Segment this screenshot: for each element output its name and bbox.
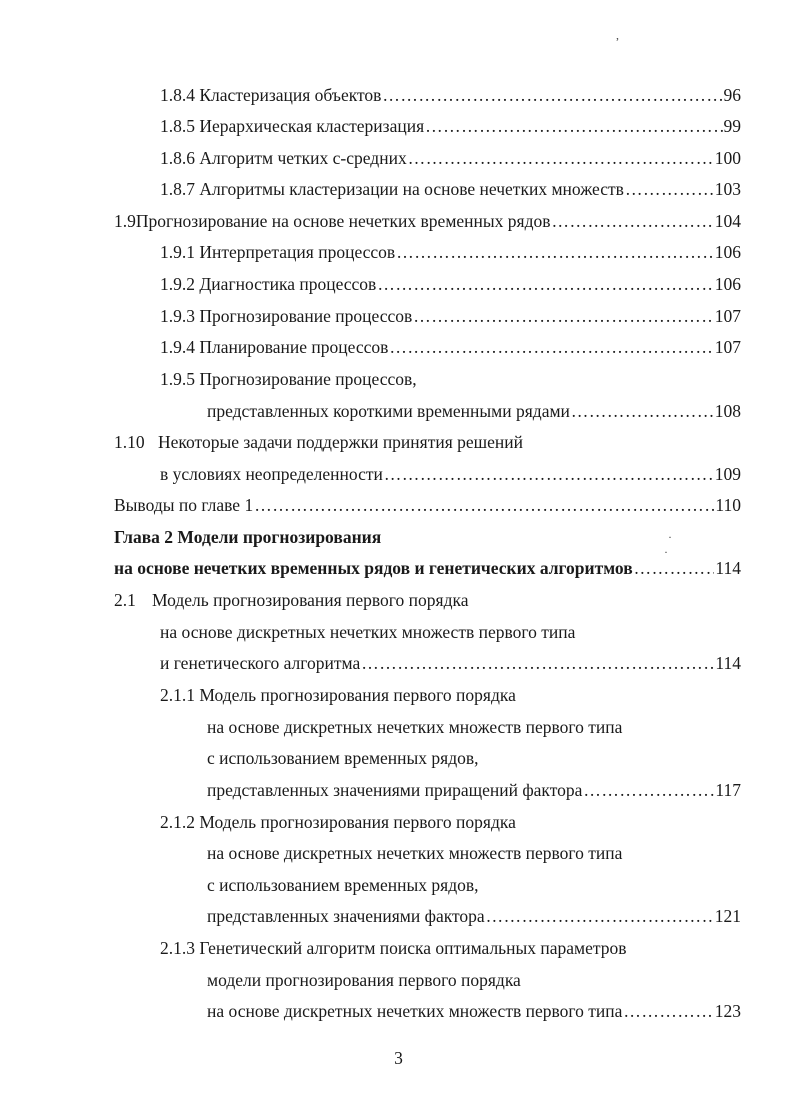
toc-entry-continuation[interactable]: [207, 967, 521, 993]
toc-entry-title: Алгоритмы кластеризации на основе нечетких множеств: [199, 179, 624, 199]
toc-entry-continuation[interactable]: [207, 714, 622, 740]
toc-entry-number: 2.1: [114, 590, 136, 610]
toc-entry-title: на основе дискретных нечетких множеств первого типа: [207, 843, 623, 863]
dot-leader: [382, 82, 722, 108]
dot-leader: [623, 998, 713, 1024]
toc-entry[interactable]: [114, 492, 741, 518]
toc-entry-number: 1.9.4: [160, 337, 195, 357]
toc-entry-number: 1.8.5: [160, 116, 195, 136]
toc-entry-page: 107: [714, 306, 741, 326]
toc-entry-title: представленных короткими временными рядами: [207, 401, 570, 421]
toc-entry-title: и генетического алгоритма: [160, 653, 361, 673]
dot-leader: [396, 239, 714, 265]
toc-entry-page: 121: [714, 906, 741, 926]
dot-leader: [413, 303, 714, 329]
toc-entry[interactable]: [160, 239, 741, 265]
toc-entry-number: 1.9.3: [160, 306, 195, 326]
toc-entry[interactable]: [114, 208, 741, 234]
dot-leader: [377, 271, 713, 297]
toc-entry-page: 109: [714, 464, 741, 484]
toc-entry-number: 2.1.1: [160, 685, 195, 705]
toc-entry-page: 107: [714, 337, 741, 357]
toc-entry-number: 1.9: [114, 211, 136, 231]
toc-entry-page: 96: [723, 85, 741, 105]
toc-entry-number: 1.9.2: [160, 274, 195, 294]
toc-entry[interactable]: [160, 303, 741, 329]
toc-entry-number: 2.1.3: [160, 938, 195, 958]
toc-entry-title: Прогнозирование процессов,: [199, 369, 417, 389]
dot-leader: [384, 461, 714, 487]
toc-entry-title: Диагностика процессов: [199, 274, 377, 294]
toc-entry-continuation[interactable]: [160, 619, 575, 645]
toc-entry[interactable]: [114, 587, 469, 613]
toc-entry-title: Некоторые задачи поддержки принятия решений: [158, 432, 524, 452]
toc-entry[interactable]: [160, 82, 741, 108]
toc-entry-page: 114: [715, 558, 741, 578]
toc-entry[interactable]: [160, 271, 741, 297]
toc-entry[interactable]: [160, 176, 741, 202]
toc-entry[interactable]: [160, 809, 516, 835]
dot-leader: [571, 398, 714, 424]
toc-entry-title: Модель прогнозирования первого порядка: [152, 590, 469, 610]
scan-mark-icon: ·: [668, 530, 672, 544]
toc-entry-continuation[interactable]: [207, 840, 622, 866]
toc-entry-number: 1.10: [114, 432, 145, 452]
toc-chapter-heading-continuation[interactable]: [114, 555, 741, 581]
toc-entry-page: 106: [714, 242, 741, 262]
toc-entry-page: 117: [715, 780, 741, 800]
dot-leader: [361, 650, 714, 676]
toc-entry-title: в условиях неопределенности: [160, 464, 383, 484]
toc-entry-title: Модель прогнозирования первого порядка: [199, 812, 516, 832]
toc-entry-title: представленных значениями приращений фактора: [207, 780, 583, 800]
toc-entry-page: 100: [714, 148, 741, 168]
toc-chapter-heading[interactable]: [114, 524, 381, 550]
dot-leader: [389, 334, 713, 360]
toc-entry-title: Иерархическая кластеризация: [199, 116, 425, 136]
toc-entry-title: Прогнозирование на основе нечетких временных рядов: [135, 211, 551, 231]
toc-entry-title: Алгоритм четких c-средних: [199, 148, 407, 168]
toc-entry[interactable]: [160, 682, 516, 708]
dot-leader: [408, 145, 714, 171]
toc-entry-continuation[interactable]: [207, 745, 479, 771]
toc-entry-continuation[interactable]: [207, 872, 479, 898]
dot-leader: [583, 777, 714, 803]
toc-entry[interactable]: [160, 113, 741, 139]
toc-entry-title: Модель прогнозирования первого порядка: [199, 685, 516, 705]
toc-entry[interactable]: [160, 334, 741, 360]
dot-leader: [254, 492, 714, 518]
toc-entry-page: 110: [715, 495, 741, 515]
toc-entry-title: на основе дискретных нечетких множеств первого типа: [207, 717, 623, 737]
toc-entry-title: Кластеризация объектов: [199, 85, 382, 105]
toc-entry-title: Генетический алгоритм поиска оптимальных параметров: [199, 938, 627, 958]
toc-entry-title: на основе дискретных нечетких множеств первого типа: [207, 1001, 623, 1021]
toc-entry-page: 104: [714, 211, 741, 231]
toc-entry-page: 123: [714, 1001, 741, 1021]
dot-leader: [486, 903, 714, 929]
toc-entry-title: представленных значениями фактора: [207, 906, 485, 926]
toc-entry-title: модели прогнозирования первого порядка: [207, 970, 521, 990]
toc-chapter-title: Глава 2 Модели прогнозирования: [114, 527, 382, 547]
toc-entry-continuation[interactable]: [207, 777, 741, 803]
scan-mark-icon: ·: [664, 545, 668, 559]
toc-entry-page: 114: [715, 653, 741, 673]
toc-entry-title: Интерпретация процессов: [199, 242, 396, 262]
toc-entry-title: Планирование процессов: [199, 337, 389, 357]
toc-entry-page: 108: [714, 401, 741, 421]
toc-entry-title: Прогнозирование процессов: [199, 306, 413, 326]
toc-entry-number: 1.8.7: [160, 179, 195, 199]
toc-entry-number: 1.9.1: [160, 242, 195, 262]
toc-entry-continuation[interactable]: [207, 903, 741, 929]
toc-entry-number: 1.8.4: [160, 85, 195, 105]
toc-chapter-title: на основе нечетких временных рядов и генетических алгоритмов: [114, 558, 633, 578]
toc-entry[interactable]: [114, 429, 523, 455]
toc-entry-continuation[interactable]: [160, 461, 741, 487]
toc-entry[interactable]: [160, 366, 417, 392]
toc-entry-title: с использованием временных рядов,: [207, 748, 479, 768]
toc-entry-page: 103: [714, 179, 741, 199]
toc-entry-continuation[interactable]: [207, 998, 741, 1024]
toc-entry-continuation[interactable]: [207, 398, 741, 424]
dot-leader: [625, 176, 714, 202]
dot-leader: [634, 555, 715, 581]
toc-entry-page: 99: [723, 116, 741, 136]
toc-entry-title: Выводы по главе 1: [114, 495, 254, 515]
toc-entry[interactable]: [160, 935, 627, 961]
dot-leader: [552, 208, 714, 234]
toc-entry[interactable]: [160, 145, 741, 171]
scan-mark-icon: ,: [616, 28, 619, 42]
page-number: 3: [394, 1048, 403, 1068]
toc-entry-number: 2.1.2: [160, 812, 195, 832]
toc-entry-page: 106: [714, 274, 741, 294]
toc-entry-number: 1.9.5: [160, 369, 195, 389]
toc-entry-number: 1.8.6: [160, 148, 195, 168]
toc-entry-title: с использованием временных рядов,: [207, 875, 479, 895]
dot-leader: [425, 113, 722, 139]
toc-entry-title: на основе дискретных нечетких множеств первого типа: [160, 622, 576, 642]
toc-entry-continuation[interactable]: [160, 650, 741, 676]
